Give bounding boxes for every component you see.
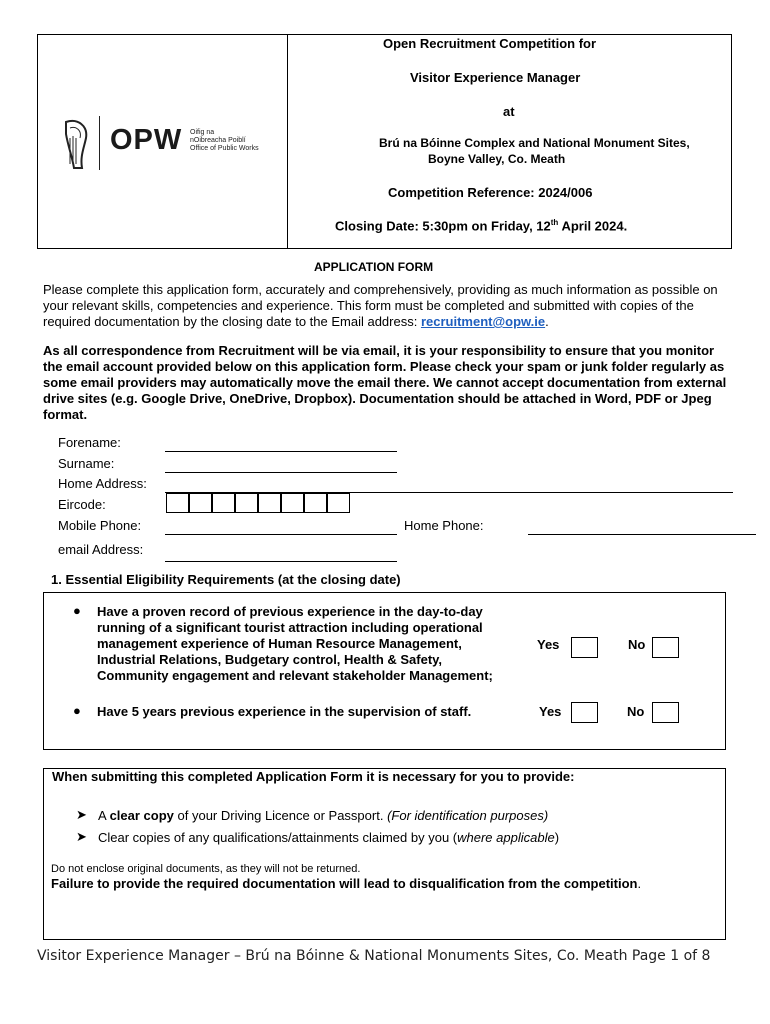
title-line1: Open Recruitment Competition for bbox=[383, 36, 597, 51]
title-line2: Visitor Experience Manager bbox=[410, 70, 581, 85]
closing-date bbox=[335, 218, 627, 233]
item2-no-label: No bbox=[627, 704, 645, 719]
logo-line2: nOibreacha Poiblí bbox=[190, 137, 246, 144]
doc-item1-italic: (For identification purposes) bbox=[387, 808, 549, 823]
doc-item2-italic: where applicable bbox=[457, 830, 555, 845]
email-address-label: email Address: bbox=[58, 542, 144, 557]
eircode-cell[interactable] bbox=[235, 493, 258, 513]
eligibility-item-1-line: Have a proven record of previous experience in the day-to-day bbox=[97, 604, 483, 619]
documentation-item-1 bbox=[98, 808, 548, 823]
closing-date-suffix: April 2024. bbox=[558, 218, 628, 234]
mobile-phone-input[interactable] bbox=[165, 534, 397, 535]
bullet-icon: ● bbox=[73, 703, 81, 718]
item2-yes-label: Yes bbox=[539, 704, 562, 719]
documentation-box bbox=[43, 768, 726, 940]
header-divider bbox=[287, 34, 288, 249]
logo-line1: Oifig na bbox=[190, 129, 215, 136]
eligibility-item-1 bbox=[97, 604, 537, 684]
home-address-label: Home Address: bbox=[58, 476, 147, 491]
surname-label: Surname: bbox=[58, 456, 115, 471]
eircode-cell[interactable] bbox=[166, 493, 189, 513]
home-phone-input[interactable] bbox=[528, 534, 756, 535]
documentation-warning bbox=[51, 876, 641, 891]
closing-date-sup: th bbox=[550, 218, 559, 227]
harp-icon bbox=[58, 116, 98, 172]
documentation-note: Do not enclose original documents, as they will not be returned. bbox=[51, 863, 361, 875]
doc-warning-end: . bbox=[637, 876, 642, 891]
item1-yes-label: Yes bbox=[537, 637, 560, 652]
documentation-item-2 bbox=[98, 830, 559, 845]
eligibility-item-1-line: Community engagement and relevant stakeholder Management; bbox=[97, 668, 493, 683]
logo-divider bbox=[99, 116, 100, 170]
item1-no-label: No bbox=[628, 637, 646, 652]
item2-yes-checkbox[interactable] bbox=[571, 702, 598, 723]
item1-yes-checkbox[interactable] bbox=[571, 637, 598, 658]
intro-text: Please complete this application form, accurately and comprehensively, providing as much information as possible on your relevant skills, competencies and experience. This form must be completed and submitted with copies of the required documentation by the closing date to the Email address: bbox=[43, 282, 718, 329]
eircode-cell[interactable] bbox=[258, 493, 281, 513]
logo-subtitle bbox=[190, 129, 259, 153]
doc-warning-bold: Failure to provide the required documentation will lead to disqualification from the competition bbox=[51, 876, 638, 891]
eircode-cell[interactable] bbox=[327, 493, 350, 513]
arrow-bullet-icon: ➤ bbox=[76, 807, 87, 822]
eligibility-item-1-line: Industrial Relations, Budgetary control, Health & Safety, bbox=[97, 652, 443, 667]
page-footer: Visitor Experience Manager – Brú na Bóinne & National Monuments Sites, Co. Meath Page 1 of 8 bbox=[37, 948, 711, 964]
email-address-input[interactable] bbox=[165, 561, 397, 562]
eircode-cell[interactable] bbox=[304, 493, 327, 513]
eircode-cell[interactable] bbox=[189, 493, 212, 513]
warning-paragraph: As all correspondence from Recruitment will be via email, it is your responsibility to ensure that you monitor the email account provided below on this application form. Please check your spam or junk folder regularly as some email providers may automatically move the email there. We cannot accept documentation from external drive sites (e.g. Google Drive, OneDrive, Dropbox). Documentation should be attached in Word, PDF or Jpeg format. bbox=[43, 343, 727, 422]
surname-input[interactable] bbox=[165, 472, 397, 473]
logo-line3: Office of Public Works bbox=[190, 145, 259, 152]
recruitment-email-link[interactable]: recruitment@opw.ie bbox=[420, 314, 546, 329]
eircode-label: Eircode: bbox=[58, 497, 106, 512]
doc-item2-pre: Clear copies of any qualifications/attainments claimed by you ( bbox=[98, 830, 458, 845]
intro-paragraph bbox=[43, 282, 733, 330]
title-line3: at bbox=[503, 104, 515, 119]
bullet-icon: ● bbox=[73, 603, 81, 618]
eircode-cell[interactable] bbox=[212, 493, 235, 513]
doc-item1-pre: A bbox=[98, 808, 110, 823]
location-line2: Boyne Valley, Co. Meath bbox=[428, 152, 566, 166]
mobile-phone-label: Mobile Phone: bbox=[58, 518, 142, 533]
location-line1: Brú na Bóinne Complex and National Monument Sites, bbox=[379, 136, 690, 150]
item1-no-checkbox[interactable] bbox=[652, 637, 679, 658]
eligibility-heading: 1. Essential Eligibility Requirements (at the closing date) bbox=[51, 572, 401, 587]
doc-item1-bold: clear copy bbox=[109, 808, 174, 823]
logo-brand: OPW bbox=[110, 124, 183, 156]
item2-no-checkbox[interactable] bbox=[652, 702, 679, 723]
closing-date-prefix: Closing Date: 5:30pm on Friday, 12 bbox=[335, 218, 551, 234]
home-phone-label: Home Phone: bbox=[404, 518, 484, 533]
arrow-bullet-icon: ➤ bbox=[76, 829, 87, 844]
doc-item2-end: ) bbox=[554, 830, 560, 845]
documentation-heading: When submitting this completed Application Form it is necessary for you to provide: bbox=[52, 769, 575, 784]
form-heading: APPLICATION FORM bbox=[314, 260, 434, 274]
eircode-cell[interactable] bbox=[281, 493, 304, 513]
forename-label: Forename: bbox=[58, 435, 121, 450]
eligibility-item-1-line: running of a significant tourist attraction including operational bbox=[97, 620, 483, 635]
competition-reference: Competition Reference: 2024/006 bbox=[388, 185, 593, 200]
eligibility-item-2: Have 5 years previous experience in the supervision of staff. bbox=[97, 704, 472, 719]
eligibility-item-1-line: management experience of Human Resource Management, bbox=[97, 636, 462, 651]
forename-input[interactable] bbox=[165, 451, 397, 452]
doc-item1-mid: of your Driving Licence or Passport. bbox=[173, 808, 388, 823]
intro-end: . bbox=[545, 314, 549, 329]
